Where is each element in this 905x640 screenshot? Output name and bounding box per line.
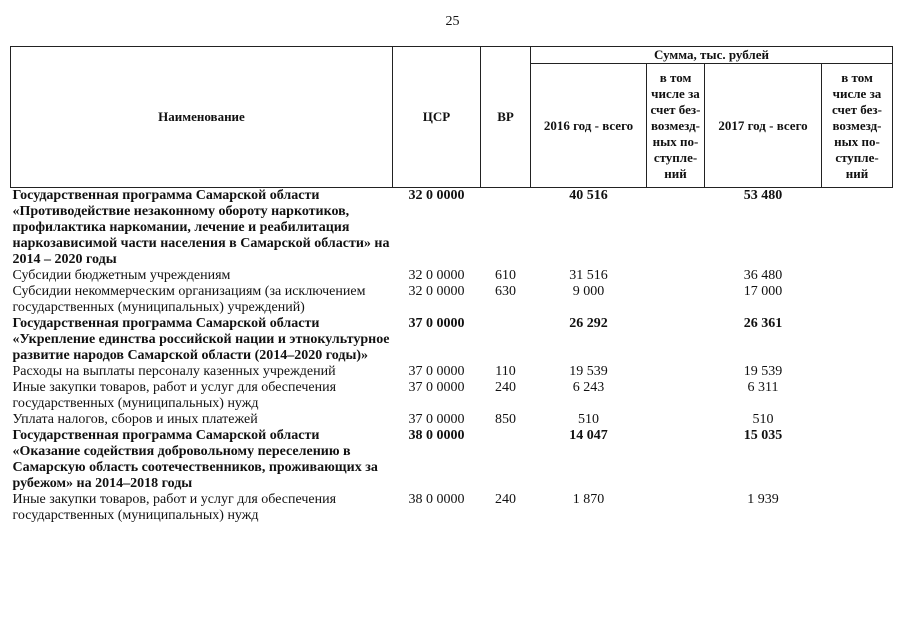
row-sum-2017: 6 311 bbox=[747, 380, 779, 395]
row-name: Государственная программа Самарской области «Укрепление единства российской нации и этнокультурное развитие народов Самарской области (2014–2020 годы)» bbox=[12, 316, 390, 363]
row-name: Субсидии некоммерческим организациям (за исключением государственных (муниципальных) учреждений) bbox=[12, 284, 366, 315]
row-name: Государственная программа Самарской области «Оказание содействия добровольному переселению в Самарскую область соотечественников, проживающих за рубежом» на 2014–2018 годы bbox=[12, 428, 378, 491]
table-row bbox=[11, 188, 893, 269]
row-csr: 32 0 0000 bbox=[408, 188, 465, 203]
row-name: Иные закупки товаров, работ и услуг для обеспечения государственных (муниципальных) нужд bbox=[12, 380, 337, 411]
header-csr: ЦСР bbox=[393, 47, 481, 188]
page-number: 25 bbox=[445, 14, 460, 29]
table-row bbox=[11, 268, 893, 284]
row-sum-2016: 14 047 bbox=[569, 428, 608, 443]
row-sum-2016-gratuitous bbox=[647, 316, 705, 364]
table-row bbox=[11, 316, 893, 364]
row-vr: 110 bbox=[495, 364, 516, 379]
row-csr: 38 0 0000 bbox=[408, 428, 465, 443]
budget-table bbox=[10, 46, 893, 524]
row-name: Иные закупки товаров, работ и услуг для обеспечения государственных (муниципальных) нужд bbox=[12, 492, 337, 523]
row-sum-2017: 36 480 bbox=[743, 268, 783, 283]
row-sum-2016: 510 bbox=[578, 412, 599, 427]
row-sum-2016-gratuitous bbox=[647, 428, 705, 492]
row-sum-2016-gratuitous bbox=[647, 284, 705, 316]
row-vr bbox=[481, 428, 531, 492]
row-sum-2016: 6 243 bbox=[572, 380, 605, 395]
table-row bbox=[11, 428, 893, 492]
row-sum-2016: 26 292 bbox=[569, 316, 608, 331]
row-name: Уплата налогов, сборов и иных платежей bbox=[12, 412, 258, 427]
table-row bbox=[11, 380, 893, 412]
row-sum-2017-gratuitous bbox=[822, 492, 893, 524]
row-sum-2017: 19 539 bbox=[743, 364, 783, 379]
header-2016-total: 2016 год - всего bbox=[531, 64, 647, 188]
row-csr: 38 0 0000 bbox=[408, 492, 465, 507]
row-sum-2017: 53 480 bbox=[743, 188, 783, 203]
table-row bbox=[11, 284, 893, 316]
row-sum-2017-gratuitous bbox=[822, 380, 893, 412]
row-sum-2017: 510 bbox=[752, 412, 774, 427]
row-sum-2017-gratuitous bbox=[822, 268, 893, 284]
row-sum-2016: 1 870 bbox=[572, 492, 605, 507]
row-vr bbox=[481, 316, 531, 364]
row-sum-2016-gratuitous bbox=[647, 492, 705, 524]
row-name: Государственная программа Самарской области «Противодействие незаконному обороту наркотиков, профилактика наркомании, лечение и реабилитация наркозависимой части населения в Самарской области» на 2014 – 2020 годы bbox=[12, 188, 390, 267]
row-csr: 32 0 0000 bbox=[408, 268, 465, 283]
row-sum-2017: 17 000 bbox=[743, 284, 783, 299]
row-sum-2016: 40 516 bbox=[569, 188, 608, 203]
row-vr: 240 bbox=[495, 492, 516, 507]
header-2016-gratuitous: в том числе за счет без- возмезд- ных по- ступле- ний bbox=[647, 64, 705, 188]
row-vr: 610 bbox=[495, 268, 516, 283]
row-sum-2017-gratuitous bbox=[822, 412, 893, 428]
row-sum-2016-gratuitous bbox=[647, 412, 705, 428]
table-row bbox=[11, 364, 893, 380]
row-sum-2017-gratuitous bbox=[822, 364, 893, 380]
row-vr: 630 bbox=[495, 284, 516, 299]
row-csr: 37 0 0000 bbox=[408, 380, 465, 395]
row-csr: 32 0 0000 bbox=[408, 284, 465, 299]
table-body bbox=[11, 188, 893, 525]
row-sum-2017: 26 361 bbox=[743, 316, 783, 331]
row-name: Субсидии бюджетным учреждениям bbox=[12, 268, 231, 283]
row-sum-2016-gratuitous bbox=[647, 188, 705, 269]
row-sum-2017-gratuitous bbox=[822, 284, 893, 316]
row-csr: 37 0 0000 bbox=[408, 412, 465, 427]
row-sum-2017: 15 035 bbox=[743, 428, 783, 443]
row-sum-2016-gratuitous bbox=[647, 380, 705, 412]
header-sum-group: Сумма, тыс. рублей bbox=[531, 47, 893, 64]
header-name: Наименование bbox=[11, 47, 393, 188]
row-sum-2016: 31 516 bbox=[569, 268, 608, 283]
header-2017-gratuitous: в том числе за счет без- возмезд- ных по- ступле- ний bbox=[822, 64, 893, 188]
row-sum-2017-gratuitous bbox=[822, 188, 893, 269]
header-2017-total: 2017 год - всего bbox=[705, 64, 822, 188]
row-sum-2017-gratuitous bbox=[822, 428, 893, 492]
row-vr: 240 bbox=[495, 380, 516, 395]
row-sum-2017-gratuitous bbox=[822, 316, 893, 364]
table-header bbox=[11, 47, 893, 188]
row-csr: 37 0 0000 bbox=[408, 364, 465, 379]
row-sum-2017: 1 939 bbox=[747, 492, 779, 507]
row-sum-2016-gratuitous bbox=[647, 268, 705, 284]
row-sum-2016: 9 000 bbox=[572, 284, 605, 299]
row-sum-2016: 19 539 bbox=[569, 364, 608, 379]
table-row bbox=[11, 412, 893, 428]
row-name: Расходы на выплаты персоналу казенных учреждений bbox=[12, 364, 336, 379]
header-vr: ВР bbox=[481, 47, 531, 188]
row-vr: 850 bbox=[495, 412, 516, 427]
row-sum-2016-gratuitous bbox=[647, 364, 705, 380]
row-vr bbox=[481, 188, 531, 269]
table-row bbox=[11, 492, 893, 524]
row-csr: 37 0 0000 bbox=[408, 316, 465, 331]
